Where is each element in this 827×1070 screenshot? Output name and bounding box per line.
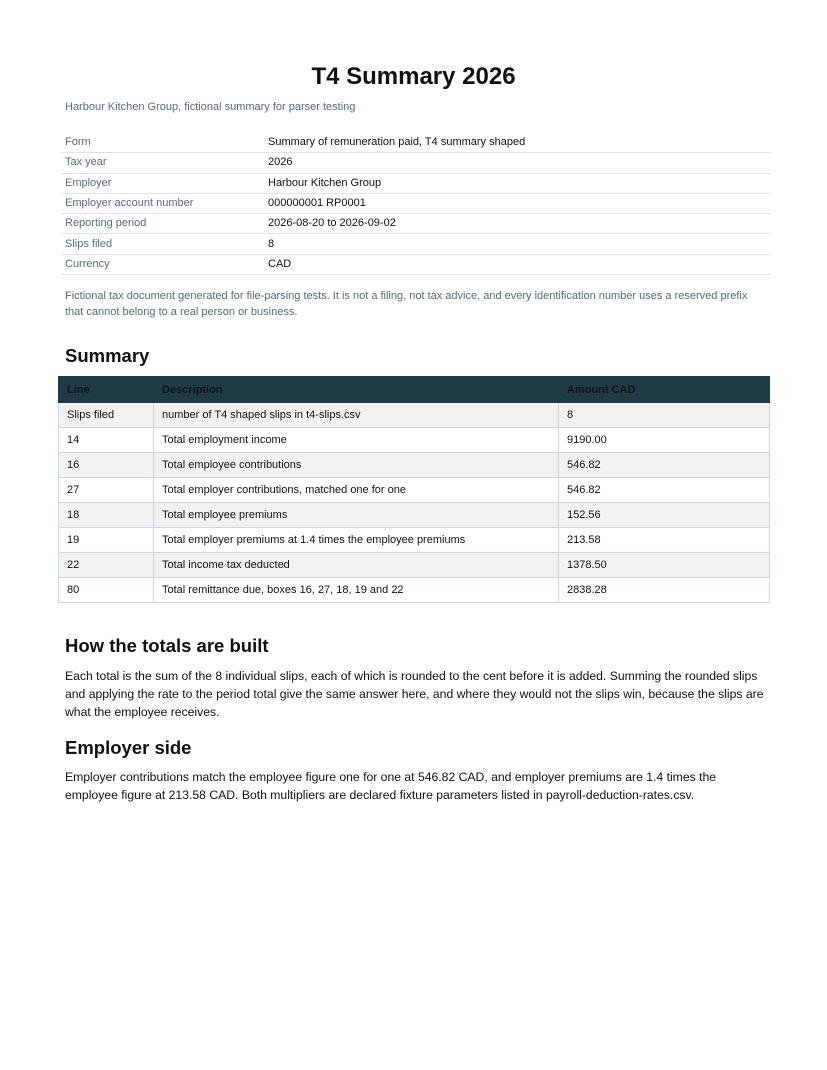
table-row [59,428,770,453]
line-cell: 16 [59,453,154,478]
table-row [59,503,770,528]
metadata-label: Employer [61,173,264,193]
line-cell: 14 [59,428,154,453]
metadata-row [61,153,771,173]
description-cell: number of T4 shaped slips in t4-slips.csv [154,403,559,428]
metadata-value: 2026-08-20 to 2026-09-02 [264,214,771,234]
metadata-label: Reporting period [61,214,264,234]
totals-heading: How the totals are built [65,635,269,656]
table-row [59,528,770,553]
amount-cell: 9190.00 [559,428,770,453]
summary-table [58,376,770,603]
description-cell: Total employment income [154,428,559,453]
employer-side-paragraph: Employer contributions match the employee figure one for one at 546.82 CAD, and employer premiums are 1.4 times the employee figure at 213.58 CAD. Both multipliers are declared fixture parameters listed in payroll-deduction-rates.csv. [65,770,717,802]
amount-cell: 152.56 [559,503,770,528]
metadata-row [61,254,771,274]
metadata-value: Harbour Kitchen Group [264,173,771,193]
metadata-value: 2026 [264,153,771,173]
amount-cell: 2838.28 [559,578,770,603]
metadata-label: Employer account number [61,193,264,213]
table-row [59,578,770,603]
metadata-row [61,234,771,254]
metadata-value: CAD [264,254,771,274]
line-cell: 27 [59,478,154,503]
amount-cell: 546.82 [559,478,770,503]
line-cell: Slips filed [59,403,154,428]
metadata-label: Form [61,133,264,153]
table-row [59,403,770,428]
metadata-value: 8 [264,234,771,254]
line-cell: 19 [59,528,154,553]
line-cell: 22 [59,553,154,578]
metadata-label: Currency [61,254,264,274]
page-subtitle: Harbour Kitchen Group, fictional summary for parser testing [65,101,356,113]
amount-cell: 8 [559,403,770,428]
line-cell: 80 [59,578,154,603]
amount-cell: 213.58 [559,528,770,553]
metadata-row [61,193,771,213]
metadata-value: Summary of remuneration paid, T4 summary shaped [264,133,771,153]
table-row [59,453,770,478]
amount-cell: 546.82 [559,453,770,478]
description-cell: Total employee contributions [154,453,559,478]
disclaimer-note: Fictional tax document generated for file-parsing tests. It is not a filing, not tax advice, and every identification number uses a reserved prefix that cannot belong to a real person or business. [65,290,748,318]
totals-paragraph: Each total is the sum of the 8 individual slips, each of which is rounded to the cent before it is added. Summing the rounded slips and applying the rate to the period total give the same answer here, and where they would not the slips win, because the slips are what the employee receives. [65,669,764,719]
description-cell: Total remittance due, boxes 16, 27, 18, 19 and 22 [154,578,559,603]
summary-header-row [59,377,770,403]
column-header-amount: Amount CAD [559,377,770,403]
metadata-label: Tax year [61,153,264,173]
metadata-row [61,214,771,234]
metadata-table [61,133,771,275]
table-row [59,553,770,578]
description-cell: Total employer contributions, matched one for one [154,478,559,503]
line-cell: 18 [59,503,154,528]
metadata-row [61,133,771,153]
summary-heading: Summary [65,345,150,366]
description-cell: Total employee premiums [154,503,559,528]
metadata-value: 000000001 RP0001 [264,193,771,213]
column-header-description: Description [154,377,559,403]
description-cell: Total employer premiums at 1.4 times the employee premiums [154,528,559,553]
description-cell: Total income tax deducted [154,553,559,578]
table-row [59,478,770,503]
amount-cell: 1378.50 [559,553,770,578]
column-header-line: Line [59,377,154,403]
employer-side-heading: Employer side [65,737,192,758]
page-title: T4 Summary 2026 [311,63,516,90]
metadata-row [61,173,771,193]
metadata-label: Slips filed [61,234,264,254]
